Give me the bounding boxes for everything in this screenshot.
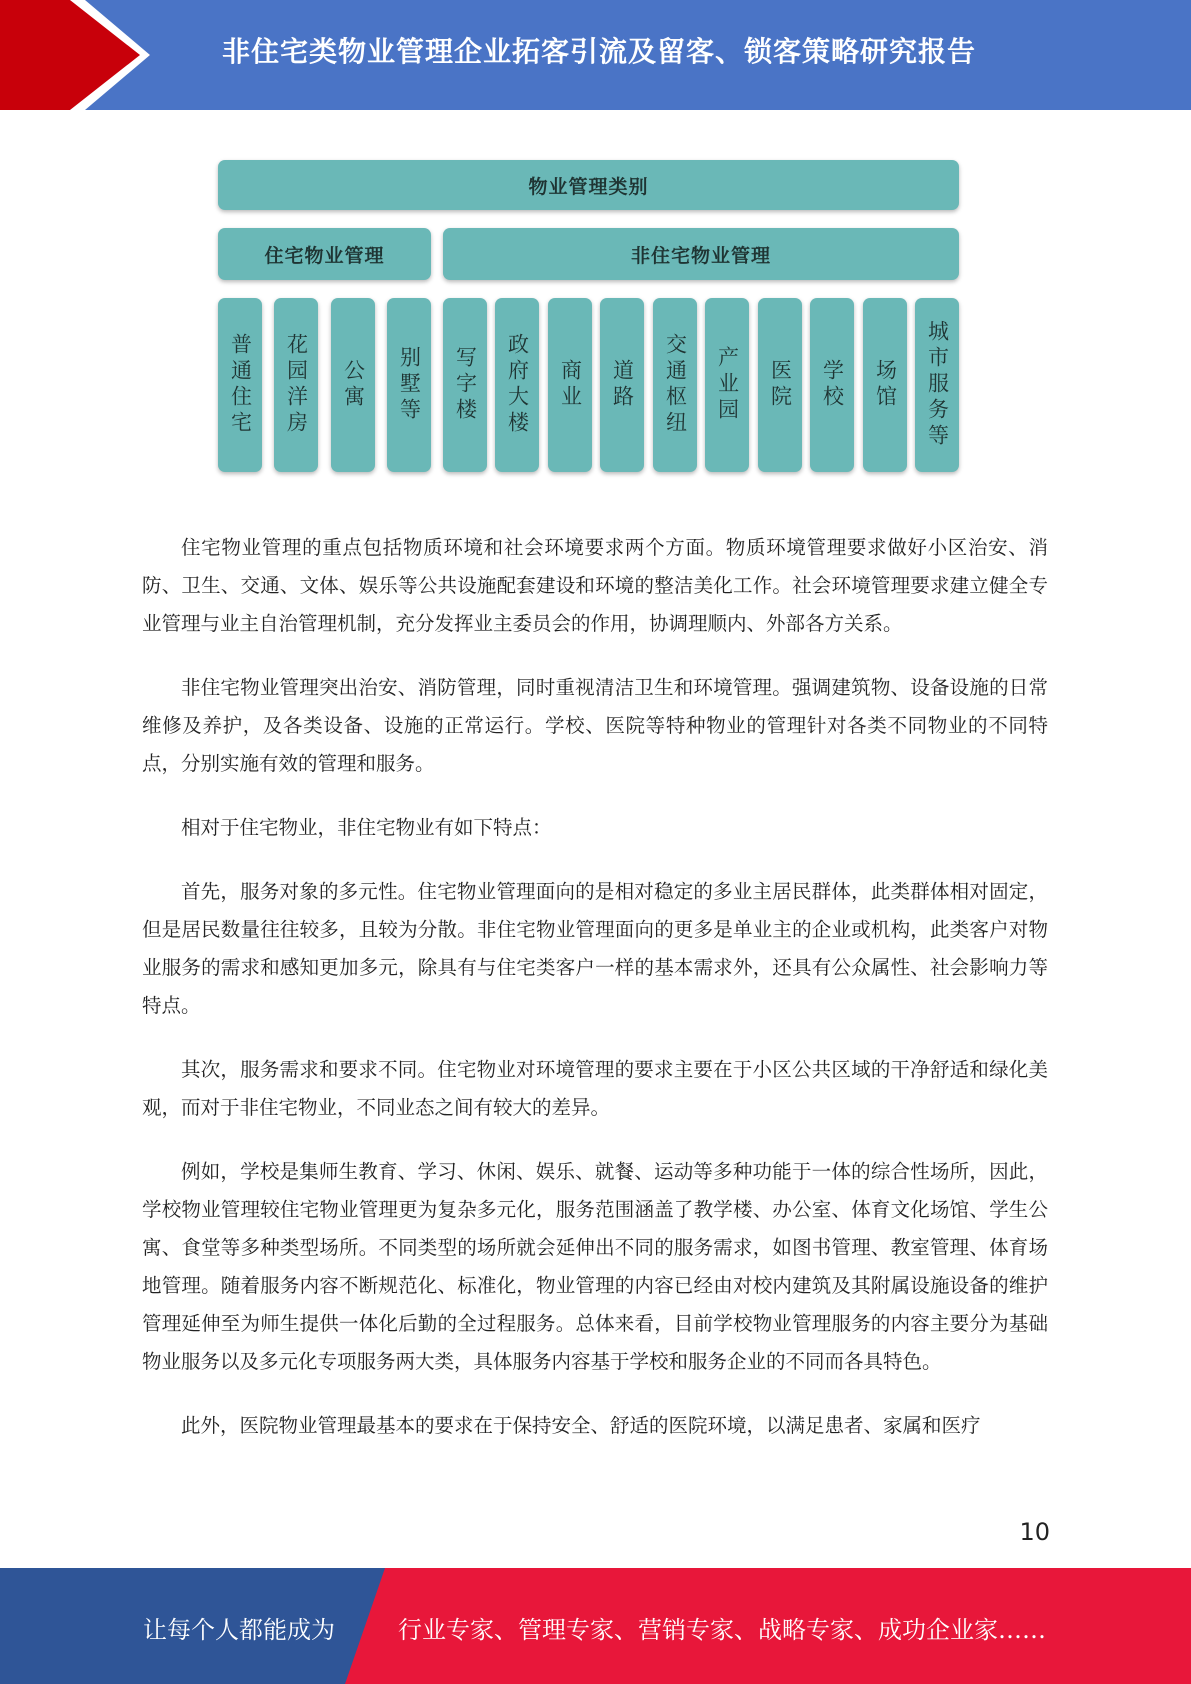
diagram-leaf-ordinary-housing: 普通住宅 bbox=[218, 298, 262, 472]
diagram-branch-residential: 住宅物业管理 bbox=[218, 228, 431, 280]
paragraph-second-demand: 其次，服务需求和要求不同。住宅物业对环境管理的要求主要在于小区公共区域的干净舒适和绿化美观，而对于非住宅物业，不同业态之间有较大的差异。 bbox=[142, 1058, 1048, 1119]
diagram-root-box: 物业管理类别 bbox=[218, 160, 959, 210]
paragraph-residential-management: 住宅物业管理的重点包括物质环境和社会环境要求两个方面。物质环境管理要求做好小区治安、消防、卫生、交通、文体、娱乐等公共设施配套建设和环境的整洁美化工作。社会环境管理要求建立健全专业管理与业主自治管理机制，充分发挥业主委员会的作用，协调理顺内、外部各方关系。 bbox=[142, 536, 1048, 635]
paragraph-features-intro: 相对于住宅物业，非住宅物业有如下特点： bbox=[181, 816, 552, 839]
property-category-diagram bbox=[0, 0, 1191, 500]
paragraph-first-diversity: 首先，服务对象的多元性。住宅物业管理面向的是相对稳定的多业主居民群体，此类群体相对固定，但是居民数量往往较多，且较为分散。非住宅物业管理面向的更多是单业主的企业或机构，此类客户对物业服务的需求和感知更加多元，除具有与住宅类客户一样的基本需求外，还具有公众属性、社会影响力等特点。 bbox=[142, 880, 1048, 1017]
page-number: 10 bbox=[1019, 1518, 1050, 1546]
diagram-leaf-government-building: 政府大楼 bbox=[495, 298, 539, 472]
footer-slogan-left: 让每个人都能成为 bbox=[143, 1616, 335, 1644]
report-title: 非住宅类物业管理企业拓客引流及留客、锁客策略研究报告 bbox=[222, 35, 977, 68]
page-footer bbox=[0, 1568, 1191, 1684]
diagram-leaf-garden-house: 花园洋房 bbox=[274, 298, 318, 472]
diagram-leaf-industrial-park: 产业园 bbox=[705, 298, 749, 472]
diagram-leaf-venue: 场馆 bbox=[863, 298, 907, 472]
report-body bbox=[142, 529, 1048, 1471]
diagram-branch-non-residential: 非住宅物业管理 bbox=[443, 228, 959, 280]
diagram-leaf-transport-hub: 交通枢纽 bbox=[653, 298, 697, 472]
diagram-leaf-hospital: 医院 bbox=[758, 298, 802, 472]
footer-slogan-right: 行业专家、管理专家、营销专家、战略专家、成功企业家…… bbox=[398, 1616, 1046, 1644]
diagram-leaf-road: 道路 bbox=[600, 298, 644, 472]
paragraph-hospital-example: 此外，医院物业管理最基本的要求在于保持安全、舒适的医院环境，以满足患者、家属和医疗 bbox=[181, 1414, 981, 1437]
diagram-leaf-villa: 别墅等 bbox=[387, 298, 431, 472]
diagram-leaf-school: 学校 bbox=[810, 298, 854, 472]
diagram-leaf-apartment: 公寓 bbox=[331, 298, 375, 472]
diagram-leaf-commercial: 商业 bbox=[548, 298, 592, 472]
paragraph-non-residential-management: 非住宅物业管理突出治安、消防管理，同时重视清洁卫生和环境管理。强调建筑物、设备设施的日常维修及养护，及各类设备、设施的正常运行。学校、医院等特种物业的管理针对各类不同物业的不同特点，分别实施有效的管理和服务。 bbox=[142, 676, 1048, 775]
diagram-leaf-office-building: 写字楼 bbox=[443, 298, 487, 472]
diagram-leaf-city-services: 城市服务等 bbox=[915, 298, 959, 472]
paragraph-school-example: 例如，学校是集师生教育、学习、休闲、娱乐、就餐、运动等多种功能于一体的综合性场所，因此，学校物业管理较住宅物业管理更为复杂多元化，服务范围涵盖了教学楼、办公室、体育文化场馆、学生公寓、食堂等多种类型场所。不同类型的场所就会延伸出不同的服务需求，如图书管理、教室管理、体育场地管理。随着服务内容不断规范化、标准化，物业管理的内容已经由对校内建筑及其附属设施设备的维护管理延伸至为师生提供一体化后勤的全过程服务。总体来看，目前学校物业管理服务的内容主要分为基础物业服务以及多元化专项服务两大类，具体服务内容基于学校和服务企业的不同而各具特色。 bbox=[142, 1160, 1048, 1373]
